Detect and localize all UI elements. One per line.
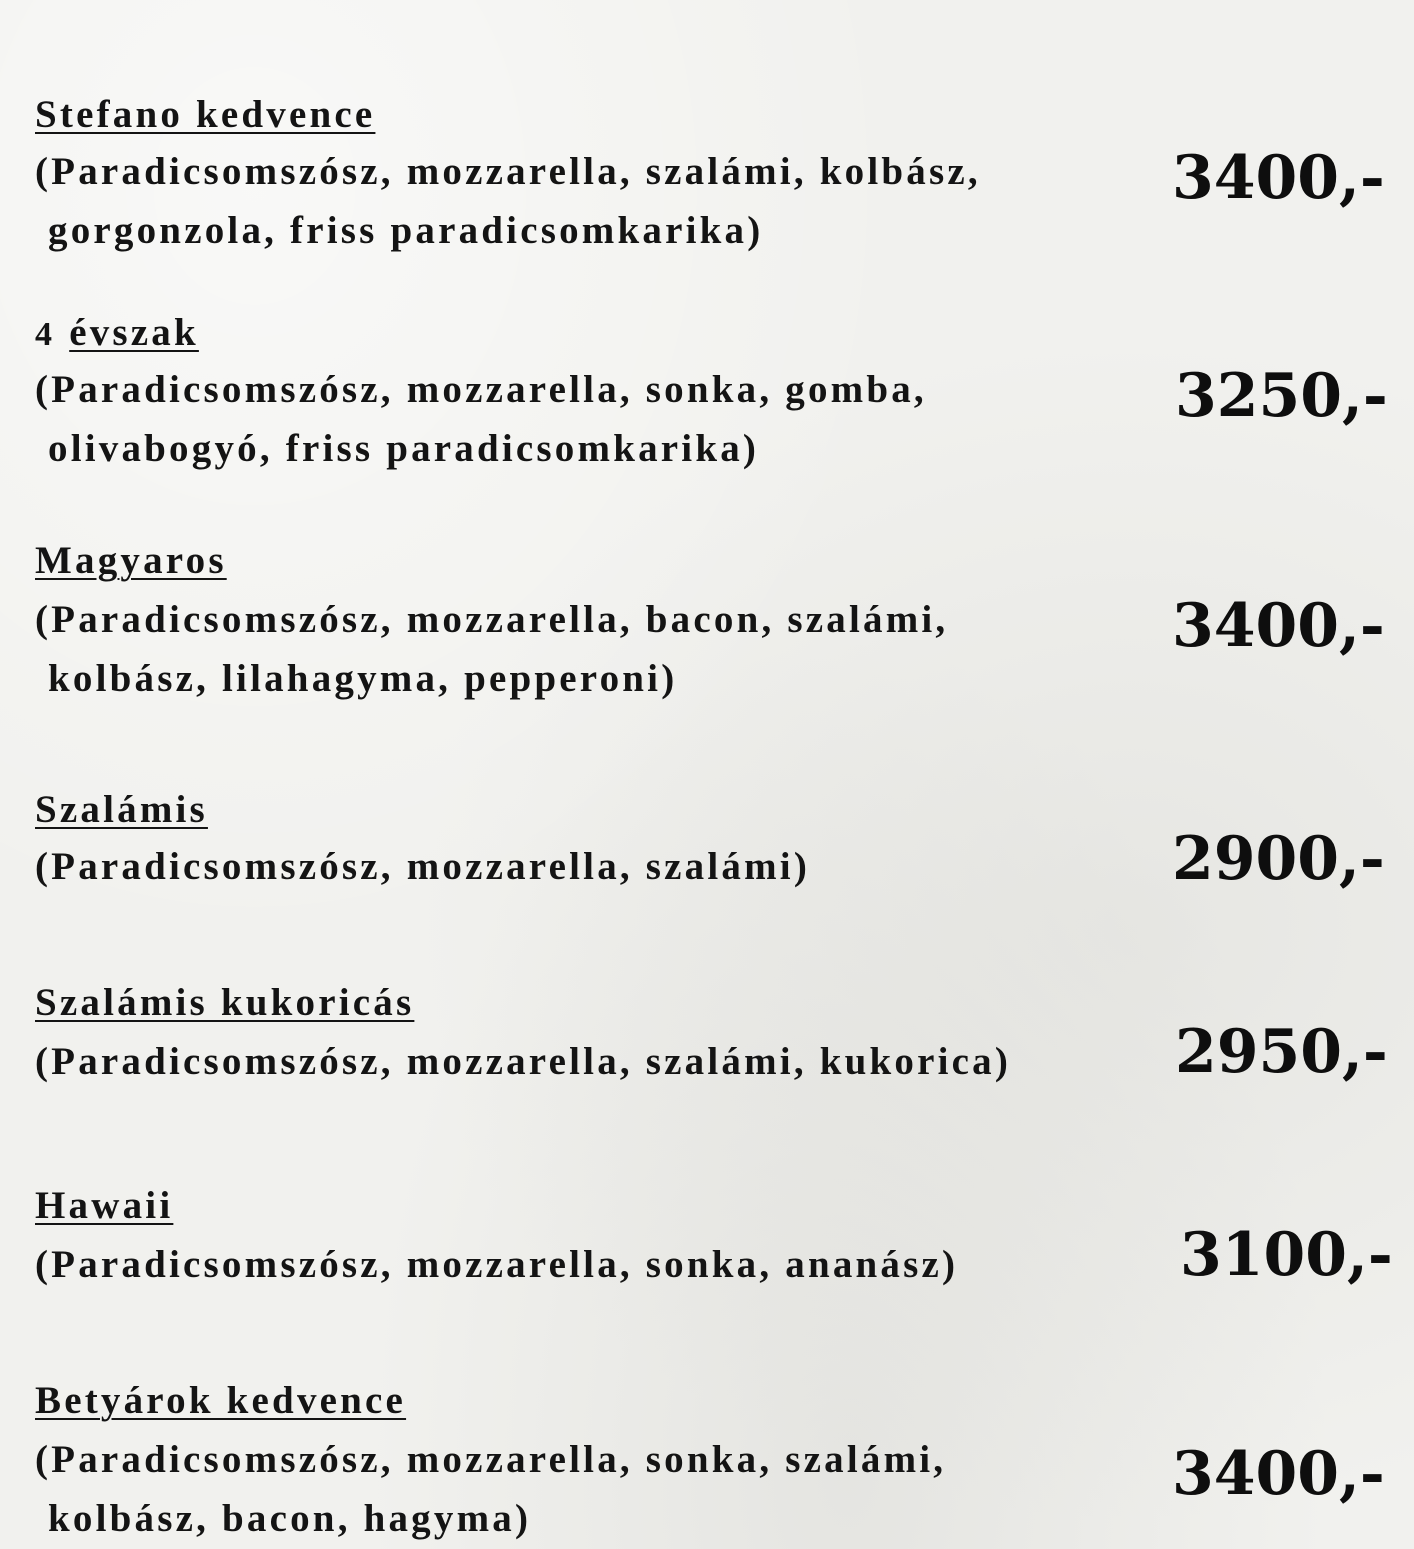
- item-name-text: évszak: [69, 311, 199, 354]
- item-description-line: (Paradicsomszósz, mozzarella, szalámi, kolbász,: [35, 150, 981, 193]
- item-description: [35, 1032, 1011, 1091]
- item-price: 2950,-: [1175, 1017, 1388, 1087]
- item-price: 3250,-: [1175, 361, 1388, 431]
- item-price: 3400,-: [1172, 591, 1385, 661]
- item-name-text: Magyaros: [35, 539, 227, 582]
- item-description: [35, 590, 948, 708]
- item-name-text: Stefano kedvence: [35, 93, 376, 136]
- item-description: [35, 1430, 946, 1548]
- item-name-text: Hawaii: [35, 1184, 174, 1227]
- item-description-line: (Paradicsomszósz, mozzarella, szalámi, kukorica): [35, 1040, 1012, 1083]
- item-name: [35, 980, 414, 1026]
- item-description: [35, 837, 810, 896]
- item-price: 2900,-: [1172, 824, 1385, 894]
- item-name: [35, 787, 208, 833]
- item-description-line: kolbász, lilahagyma, pepperoni): [48, 657, 678, 700]
- item-description: [35, 1235, 958, 1294]
- item-name: [35, 1378, 406, 1424]
- item-name-text: Betyárok kedvence: [35, 1379, 407, 1422]
- item-description-line: (Paradicsomszósz, mozzarella, szalámi): [35, 845, 811, 888]
- item-name: [35, 310, 199, 358]
- item-name: [35, 538, 227, 584]
- item-name: [35, 92, 375, 138]
- item-name-text: Szalámis kukoricás: [35, 981, 415, 1024]
- item-name-prefix: 4: [35, 316, 56, 353]
- item-description-line: (Paradicsomszósz, mozzarella, sonka, gomba,: [35, 368, 927, 411]
- item-description-line: kolbász, bacon, hagyma): [48, 1497, 532, 1540]
- item-description: [35, 360, 927, 478]
- item-description-line: gorgonzola, friss paradicsomkarika): [48, 209, 764, 252]
- item-description-line: (Paradicsomszósz, mozzarella, bacon, szalámi,: [35, 598, 949, 641]
- item-name-text: Szalámis: [35, 788, 208, 831]
- item-price: 3400,-: [1172, 1439, 1385, 1509]
- item-description-line: olivabogyó, friss paradicsomkarika): [48, 427, 760, 470]
- item-description-line: (Paradicsomszósz, mozzarella, sonka, szalámi,: [35, 1438, 947, 1481]
- item-price: 3100,-: [1180, 1220, 1393, 1290]
- item-price: 3400,-: [1172, 143, 1385, 213]
- item-description: [35, 142, 981, 260]
- item-name: [35, 1183, 173, 1229]
- item-description-line: (Paradicsomszósz, mozzarella, sonka, ananász): [35, 1243, 959, 1286]
